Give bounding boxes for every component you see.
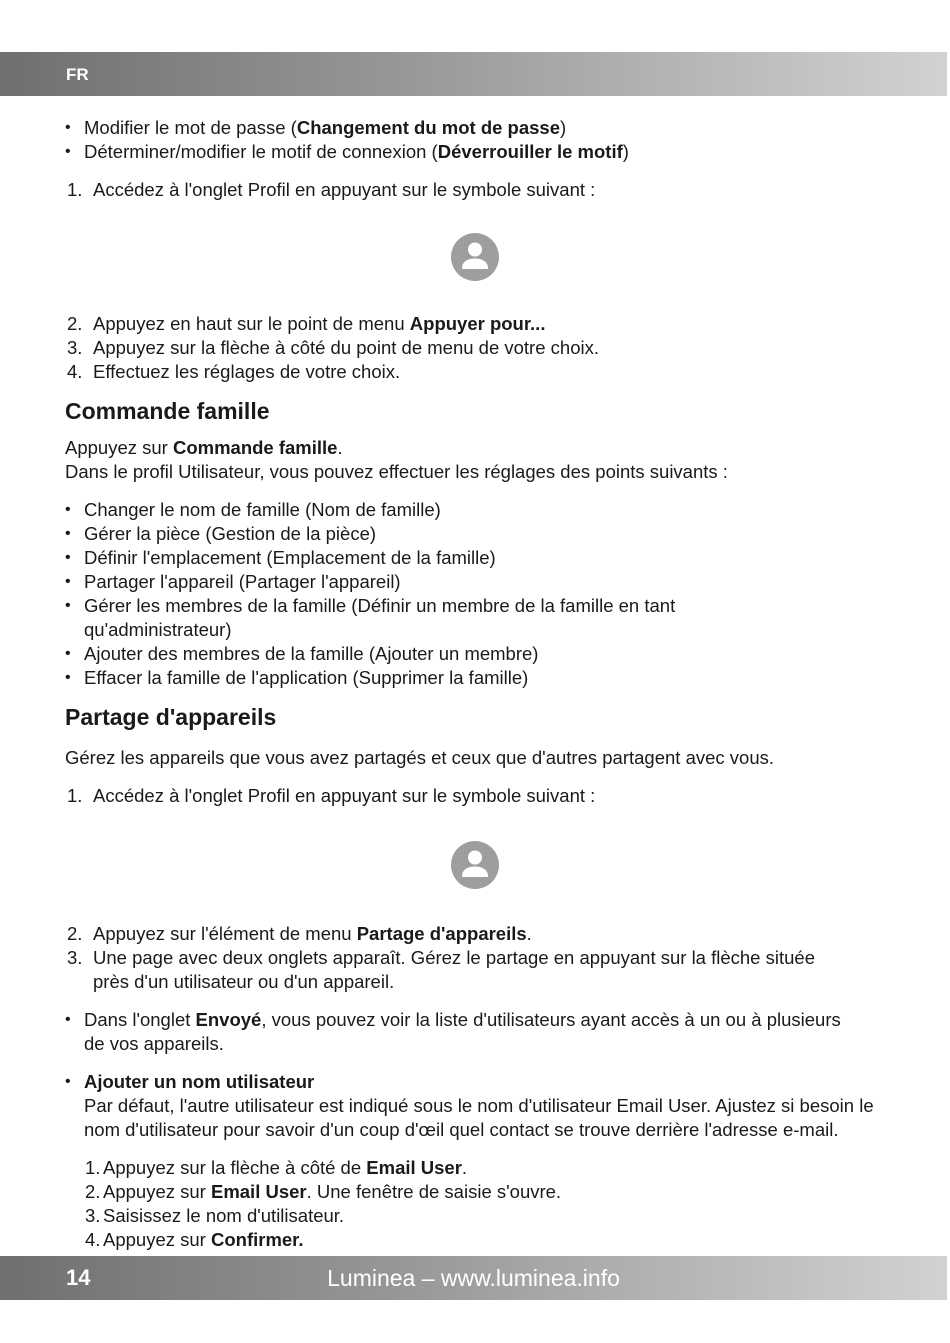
sharing-steps-1: [65, 784, 885, 808]
list-item: 1. Appuyez sur la flèche à côté de Email User.: [85, 1157, 468, 1178]
list-item: • Changer le nom de famille (Nom de famille): [65, 498, 885, 522]
family-description: Dans le profil Utilisateur, vous pouvez effectuer les réglages des points suivants :: [65, 461, 728, 482]
username-steps: [65, 1156, 885, 1252]
profile-avatar-icon: [450, 840, 500, 890]
list-item: • Effacer la famille de l'application (Supprimer la famille): [65, 666, 885, 690]
list-item: 2. Appuyez sur Email User. Une fenêtre de saisie s'ouvre.: [85, 1181, 562, 1202]
family-bullet-list: [65, 498, 885, 690]
list-item: • Partager l'appareil (Partager l'appareil): [65, 570, 885, 594]
page-number: 14: [66, 1265, 91, 1290]
profile-avatar-icon: [450, 232, 500, 282]
list-item: • Gérer la pièce (Gestion de la pièce): [65, 522, 885, 546]
sharing-steps-2: [65, 922, 845, 994]
list-item: 4. Appuyez sur Confirmer.: [85, 1229, 304, 1250]
list-item: 3. Saisissez le nom d'utilisateur.: [85, 1205, 345, 1226]
sharing-intro: Gérez les appareils que vous avez partagés et ceux que d'autres partagent avec vous.: [65, 747, 775, 768]
list-item: • Dans l'onglet Envoyé, vous pouvez voir la liste d'utilisateurs ayant accès à un ou à plusieurs de vos appareils.: [65, 1008, 845, 1056]
language-label: FR: [66, 65, 89, 84]
list-item: [65, 1070, 885, 1142]
list-item: 3. Une page avec deux onglets apparaît. Gérez le partage en appuyant sur la flèche située près d'un utilisateur ou d'un appareil.: [67, 947, 815, 992]
footer-band: [0, 1256, 947, 1300]
steps-list-1b: [65, 312, 885, 384]
list-item: 4. Effectuez les réglages de votre choix.: [67, 361, 401, 382]
list-item: 1. Accédez à l'onglet Profil en appuyant sur le symbole suivant :: [67, 785, 596, 806]
list-item: • Ajouter des membres de la famille (Ajouter un membre): [65, 642, 885, 666]
list-item: • Gérer les membres de la famille (Définir un membre de la famille en tant qu'administrateur): [65, 594, 754, 642]
family-instruction: Appuyez sur Commande famille.: [65, 437, 343, 458]
profile-icon-row: [65, 202, 885, 312]
profile-icon-row: [65, 808, 885, 922]
list-item: 2. Appuyez sur l'élément de menu Partage d'appareils.: [67, 923, 532, 944]
steps-list-1: [65, 178, 885, 202]
add-username-bullet: [65, 1070, 885, 1142]
list-item: 3. Appuyez sur la flèche à côté du point de menu de votre choix.: [67, 337, 599, 358]
heading-device-sharing: Partage d'appareils: [65, 704, 277, 730]
list-item: • Modifier le mot de passe (Changement du mot de passe): [65, 116, 885, 140]
add-username-text: Par défaut, l'autre utilisateur est indiqué sous le nom d'utilisateur Email User. Ajustez si besoin le nom d'utilisateur pour savoir d'un coup d'œil quel contact se trouve derrière l'adresse e-mail.: [84, 1095, 874, 1140]
intro-bullet-list: [65, 116, 885, 164]
page-content: [65, 116, 885, 1252]
list-item: 1. Accédez à l'onglet Profil en appuyant sur le symbole suivant :: [67, 179, 596, 200]
list-item: • Déterminer/modifier le motif de connexion (Déverrouiller le motif): [65, 140, 885, 164]
list-item: 2. Appuyez en haut sur le point de menu Appuyer pour...: [67, 313, 546, 334]
sent-tab-bullet: [65, 1008, 845, 1056]
header-band: [0, 52, 947, 96]
heading-family: Commande famille: [65, 398, 270, 424]
list-item: • Définir l'emplacement (Emplacement de la famille): [65, 546, 885, 570]
footer-brand-url: Luminea – www.luminea.info: [327, 1265, 620, 1291]
add-username-title: Ajouter un nom utilisateur: [84, 1071, 315, 1092]
